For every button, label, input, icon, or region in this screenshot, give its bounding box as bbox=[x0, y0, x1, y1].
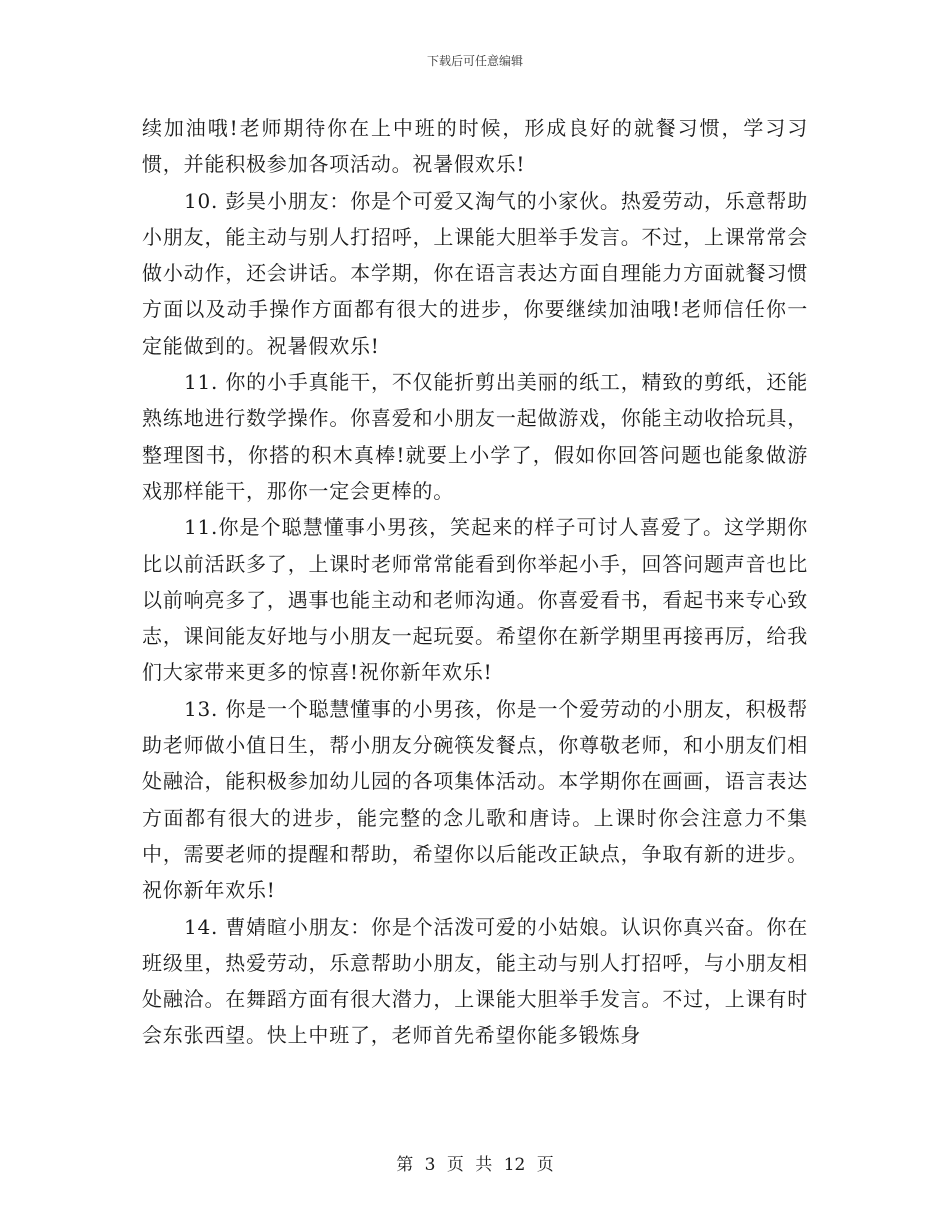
page-header: 下载后可任意编辑 bbox=[426, 54, 523, 68]
paragraph-item-11b: 11.你是个聪慧懂事小男孩，笑起来的样子可讨人喜爱了。这学期你比以前活跃多了，上课时老师常常能看到你举起小手，回答问题声音也比以前响亮多了，遇事也能主动和老师沟通。你喜爱看书，看起书来专心致志，课间能友好地与小朋友一起玩耍。希望你在新学期里再接再厉，给我们大家带来更多的惊喜!祝你新年欢乐! bbox=[142, 515, 808, 685]
paragraph-continuation: 续加油哦!老师期待你在上中班的时候，形成良好的就餐习惯，学习习惯，并能积极参加各项活动。祝暑假欢乐! bbox=[142, 116, 808, 177]
paragraph-item-10: 10. 彭昊小朋友：你是个可爱又淘气的小家伙。热爱劳动，乐意帮助小朋友，能主动与别人打招呼，上课能大胆举手发言。不过，上课常常会做小动作，还会讲话。本学期，你在语言表达方面自理能力方面就餐习惯方面以及动手操作方面都有很大的进步，你要继续加油哦!老师信任你一定能做到的。祝暑假欢乐! bbox=[142, 188, 808, 358]
document-body bbox=[142, 110, 808, 1054]
paragraph-item-11a: 11. 你的小手真能干，不仅能折剪出美丽的纸工，精致的剪纸，还能熟练地进行数学操作。你喜爱和小朋友一起做游戏，你能主动收拾玩具，整理图书，你搭的积木真棒!就要上小学了，假如你回答问题也能象做游戏那样能干，那你一定会更棒的。 bbox=[142, 370, 808, 503]
paragraph-item-14: 14. 曹婧暄小朋友：你是个活泼可爱的小姑娘。认识你真兴奋。你在班级里，热爱劳动，乐意帮助小朋友，能主动与别人打招呼，与小朋友相处融洽。在舞蹈方面有很大潜力，上课能大胆举手发言。不过，上课有时会东张西望。快上中班了，老师首先希望你能多锻炼身 bbox=[142, 914, 808, 1048]
paragraph-item-13: 13. 你是一个聪慧懂事的小男孩，你是一个爱劳动的小朋友，积极帮助老师做小值日生，帮小朋友分碗筷发餐点，你尊敬老师，和小朋友们相处融洽，能积极参加幼儿园的各项集体活动。本学期你在画画，语言表达方面都有很大的进步，能完整的念儿歌和唐诗。上课时你会注意力不集中，需要老师的提醒和帮助，希望你以后能改正缺点，争取有新的进步。祝你新年欢乐! bbox=[142, 696, 808, 903]
page-footer: 第 3 页 共 12 页 bbox=[396, 1155, 554, 1175]
